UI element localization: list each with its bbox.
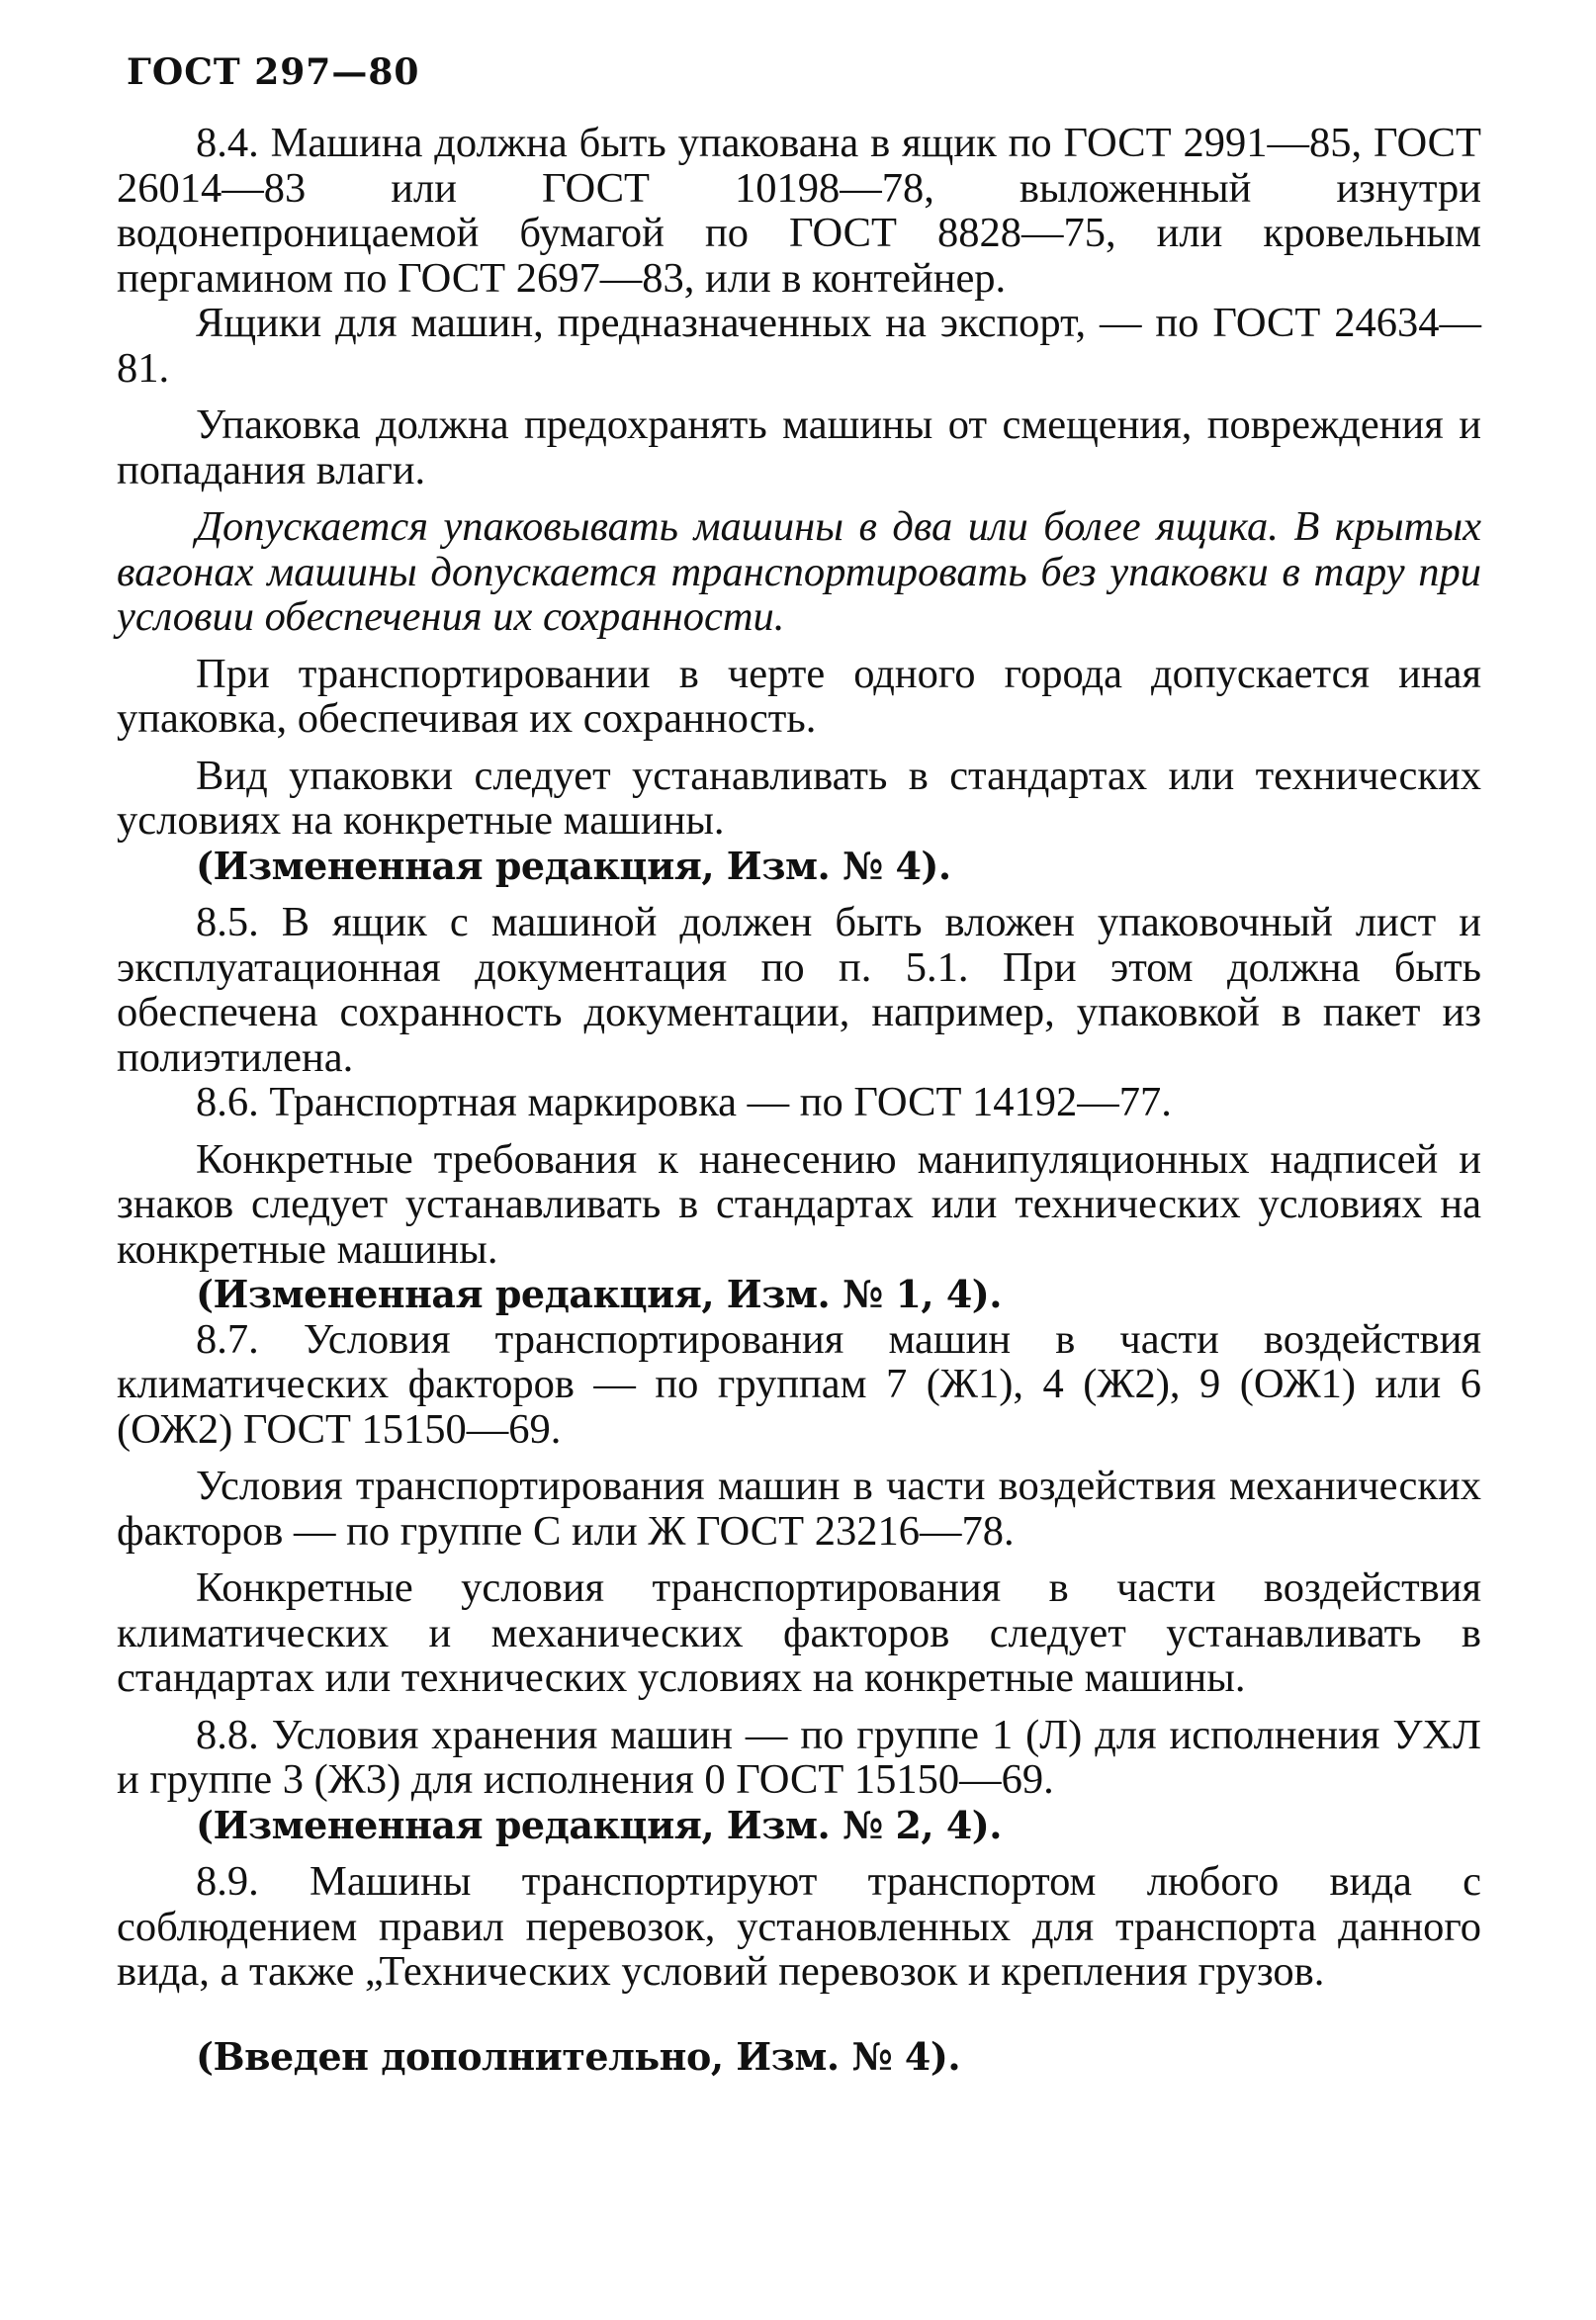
paragraph-8-9: 8.9. Машины транспортируют транспортом любого вида с соблюдением правил перевозок, установленных для транспорта данного вида, а также „Технических условий перевозок и крепления грузов. (117, 1858, 1481, 1995)
paragraph-8-8: 8.8. Условия хранения машин — по группе 1 (Л) для исполнения УХЛ и группе 3 (Ж3) для исполнения 0 ГОСТ 15150—69. (117, 1711, 1481, 1803)
paragraph-packaging-type: Вид упаковки следует устанавливать в стандартах или технических условиях на конкретные машины. (117, 752, 1481, 844)
page-header: ГОСТ 297—80 (127, 51, 420, 93)
introduced-note: (Введен дополнительно, Изм. № 4). (196, 2033, 961, 2079)
paragraph-export-boxes: Ящики для машин, предназначенных на экспорт, — по ГОСТ 24634—81. (117, 300, 1481, 392)
amendment-note: (Измененная редакция, Изм. № 4). (196, 843, 951, 888)
paragraph-8-5: 8.5. В ящик с машиной должен быть вложен упаковочный лист и эксплуатационная документация по п. 5.1. При этом должна быть обеспечена сохранность документации, например, упаковкой в пакет из полиэтилена. (117, 899, 1481, 1081)
paragraph-city-transport: При транспортировании в черте одного города допускается иная упаковка, обеспечивая их сохранность. (117, 650, 1481, 742)
amendment-note: (Измененная редакция, Изм. № 2, 4). (196, 1802, 1002, 1847)
paragraph-packaging-protection: Упаковка должна предохранять машины от смещения, повреждения и попадания влаги. (117, 402, 1481, 493)
document-body (117, 121, 1481, 2079)
paragraph-multiple-boxes: Допускается упаковывать машины в два или более ящика. В крытых вагонах машины допускается транспортировать без упаковки в тару при условии обеспечения их сохранности. (117, 503, 1481, 640)
paragraph-specific-conditions: Конкретные условия транспортирования в части воздействия климатических и механических факторов следует устанавливать в стандартах или технических условиях на конкретные машины. (117, 1564, 1481, 1701)
paragraph-marking-requirements: Конкретные требования к нанесению манипуляционных надписей и знаков следует устанавливать в стандартах или технических условиях на конкретные машины. (117, 1135, 1481, 1273)
paragraph-8-7: 8.7. Условия транспортирования машин в части воздействия климатических факторов — по группам 7 (Ж1), 4 (Ж2), 9 (ОЖ1) или 6 (ОЖ2) ГОСТ 15150—69. (117, 1315, 1481, 1453)
paragraph-8-6: 8.6. Транспортная маркировка — по ГОСТ 14192—77. (196, 1079, 1172, 1125)
amendment-note: (Измененная редакция, Изм. № 1, 4). (196, 1272, 1002, 1316)
paragraph-mechanical-factors: Условия транспортирования машин в части воздействия механических факторов — по группе С или Ж ГОСТ 23216—78. (117, 1463, 1481, 1555)
paragraph-8-4: 8.4. Машина должна быть упакована в ящик по ГОСТ 2991—85, ГОСТ 26014—83 или ГОСТ 10198—78, выложенный изнутри водонепроницаемой бумагой по ГОСТ 8828—75, или кровельным пергамином по ГОСТ 2697—83, или в контейнер. (117, 120, 1481, 302)
